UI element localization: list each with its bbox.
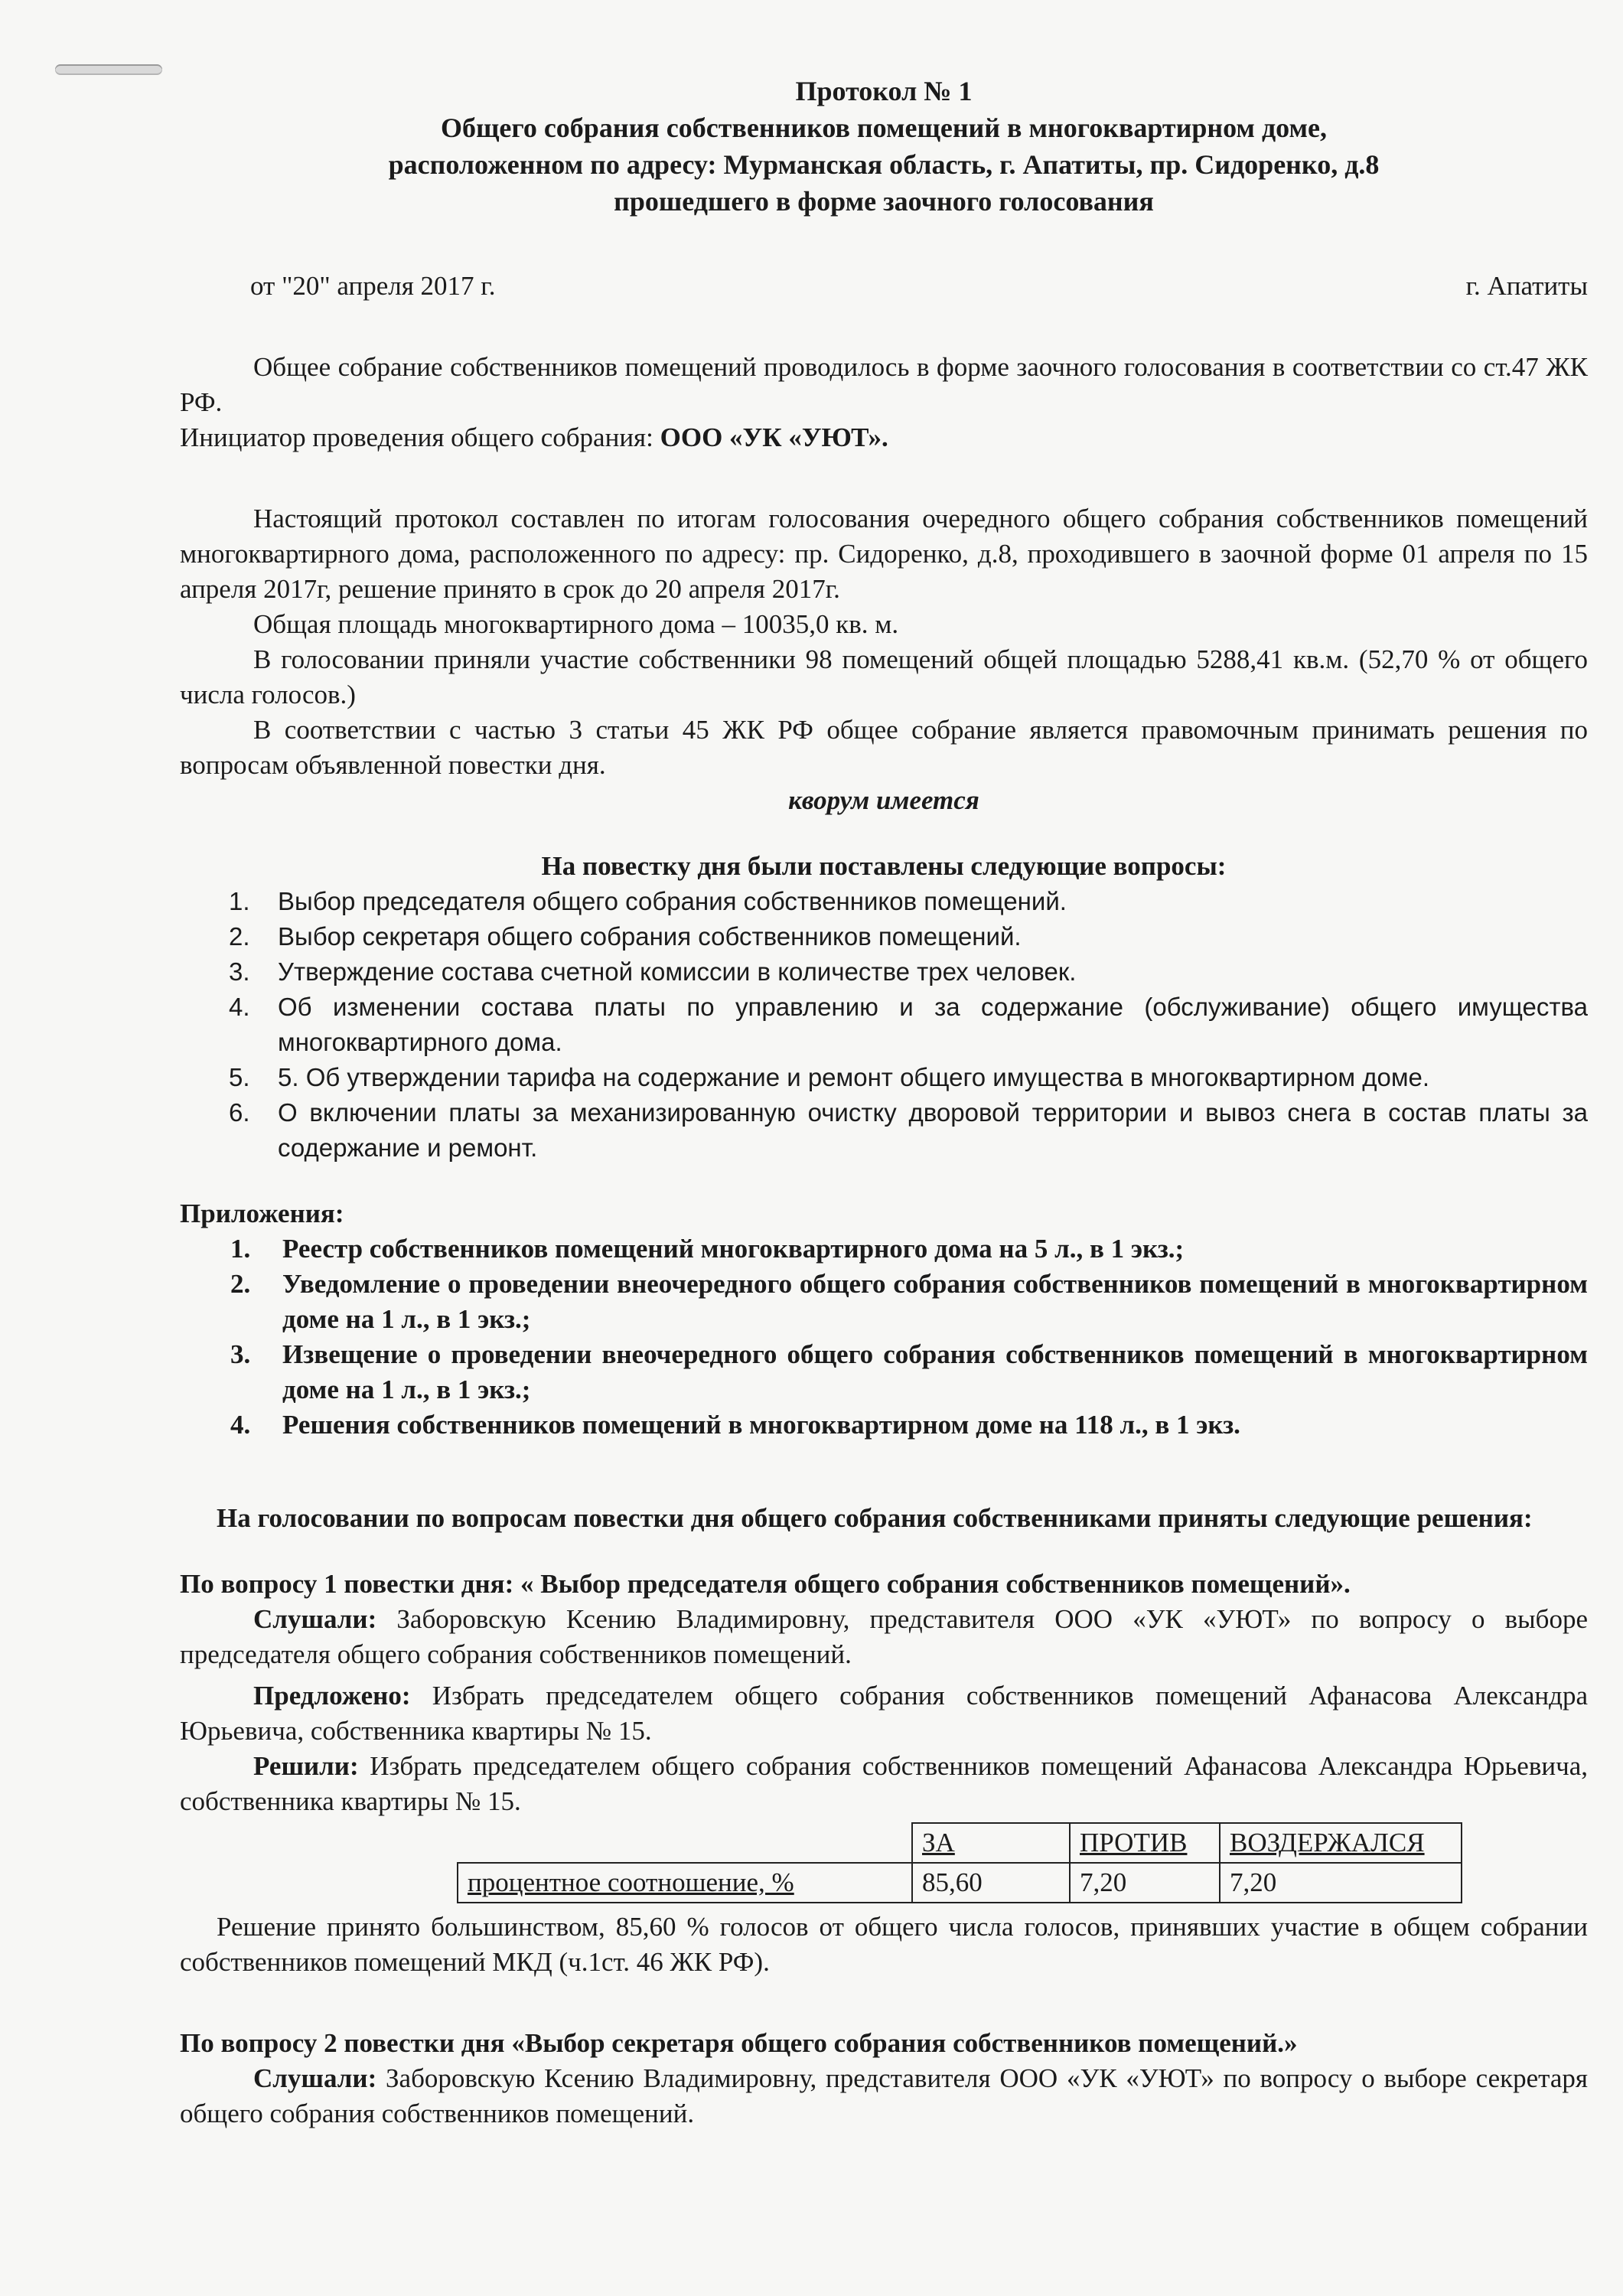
initiator-line xyxy=(180,420,1588,455)
header-against: ПРОТИВ xyxy=(1070,1823,1220,1863)
document-body xyxy=(180,73,1588,2131)
header-line-2: Общего собрания собственников помещений в многоквартирном доме, xyxy=(441,113,1327,143)
question-1-heard: Слушали: Заборовскую Ксению Владимировну, представителя ООО «УК «УЮТ» по вопросу о выборе председателя общего собрания собственников помещений. xyxy=(180,1604,1588,1669)
header-for: ЗА xyxy=(912,1823,1070,1863)
protocol-title: Протокол № 1 xyxy=(795,76,973,106)
list-item: 6. О включении платы за механизированную очистку дворовой территории и вывоз снега в состав платы за содержание и ремонт. xyxy=(229,1098,1588,1162)
initiator-label: Инициатор проведения общего собрания: xyxy=(180,422,660,452)
list-item: 1. Выбор председателя общего собрания собственников помещений. xyxy=(229,887,1067,915)
question-1-decided: Решили: Избрать председателем общего собрания собственников помещений Афанасова Александра Юрьевича, собственника квартиры № 15. xyxy=(180,1751,1588,1816)
header-line-3: расположенном по адресу: Мурманская область, г. Апатиты, пр. Сидоренко, д.8 xyxy=(388,149,1380,180)
participation: В голосовании приняли участие собственники 98 помещений общей площадью 5288,41 кв.м. (52,70 % от общего числа голосов.) xyxy=(180,644,1588,709)
decisions-intro: На голосовании по вопросам повестки дня общего собрания собственниками приняты следующие решения: xyxy=(217,1503,1533,1533)
list-item: 4. Об изменении состава платы по управлению и за содержание (обслуживание) общего имущества многоквартирного дома. xyxy=(229,993,1588,1056)
value-abstain: 7,20 xyxy=(1220,1863,1462,1903)
protocol-city: г. Апатиты xyxy=(1465,271,1588,301)
value-for: 85,60 xyxy=(912,1863,1070,1903)
question-1-result: Решение принято большинством, 85,60 % голосов от общего числа голосов, принявших участие в общем собрании собственников помещений МКД (ч.1ст. 46 ЖК РФ). xyxy=(180,1912,1588,1977)
protocol-date: от "20" апреля 2017 г. xyxy=(250,271,496,301)
attachments-heading: Приложения: xyxy=(180,1199,344,1228)
question-2-heard: Слушали: Заборовскую Ксению Владимировну, представителя ООО «УК «УЮТ» по вопросу о выборе секретаря общего собрания собственников помещений. xyxy=(180,2063,1588,2128)
list-item: 5. 5. Об утверждении тарифа на содержание и ремонт общего имущества в многоквартирном доме. xyxy=(229,1063,1430,1091)
list-item: 1. Реестр собственников помещений многоквартирного дома на 5 л., в 1 экз.; xyxy=(230,1234,1185,1264)
staple-mark xyxy=(55,64,162,75)
intro-paragraph-2: Настоящий протокол составлен по итогам голосования очередного общего собрания собственников помещений многоквартирного дома, расположенного по адресу: пр. Сидоренко, д.8, проходившего в заочной форме 01 апреля по 15 апреля 2017г, решение принято в срок до 20 апреля 2017г. xyxy=(180,504,1588,604)
vote-results-table xyxy=(457,1822,1462,1903)
list-item: 2. Выбор секретаря общего собрания собственников помещений. xyxy=(229,922,1022,951)
table-row xyxy=(458,1823,1462,1863)
row-label: процентное соотношение, % xyxy=(458,1863,912,1903)
date-line xyxy=(180,269,1588,304)
list-item: 3. Извещение о проведении внеочередного общего собрания собственников помещений в многоквартирном доме на 1 л., в 1 экз.; xyxy=(230,1339,1588,1404)
value-against: 7,20 xyxy=(1070,1863,1220,1903)
quorum-note: кворум имеется xyxy=(788,785,979,815)
attachments-list xyxy=(180,1231,1588,1443)
list-item: 3. Утверждение состава счетной комиссии в количестве трех человек. xyxy=(229,957,1077,986)
question-1-title: По вопросу 1 повестки дня: « Выбор председателя общего собрания собственников помещений». xyxy=(180,1569,1351,1599)
list-item: 4. Решения собственников помещений в многоквартирном доме на 118 л., в 1 экз. xyxy=(230,1410,1240,1440)
list-item: 2. Уведомление о проведении внеочередного общего собрания собственников помещений в многоквартирном доме на 1 л., в 1 экз.; xyxy=(230,1269,1588,1334)
question-1-proposed: Предложено: Избрать председателем общего собрания собственников помещений Афанасова Александра Юрьевича, собственника квартиры № 15. xyxy=(180,1681,1588,1746)
header-line-4: прошедшего в форме заочного голосования xyxy=(614,186,1154,217)
table-row xyxy=(458,1863,1462,1903)
header-abstain: ВОЗДЕРЖАЛСЯ xyxy=(1220,1823,1462,1863)
agenda-heading: На повестку дня были поставлены следующие вопросы: xyxy=(541,851,1227,881)
legitimacy: В соответствии с частью 3 статьи 45 ЖК РФ общее собрание является правомочным принимать решения по вопросам объявленной повестки дня. xyxy=(180,715,1588,780)
agenda-list xyxy=(180,884,1588,1166)
intro-paragraph-1: Общее собрание собственников помещений проводилось в форме заочного голосования в соответствии со ст.47 ЖК РФ. xyxy=(180,352,1588,417)
question-2-title: По вопросу 2 повестки дня «Выбор секретаря общего собрания собственников помещений.» xyxy=(180,2028,1298,2058)
initiator-value: ООО «УК «УЮТ». xyxy=(660,422,888,452)
total-area: Общая площадь многоквартирного дома – 10035,0 кв. м. xyxy=(253,609,899,639)
document-header xyxy=(180,73,1588,220)
